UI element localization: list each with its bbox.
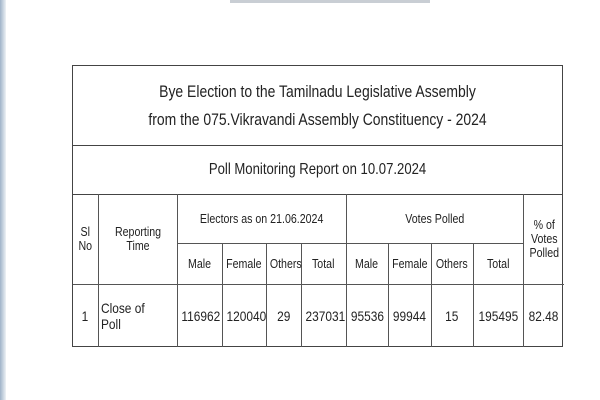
header-votes-polled: Votes Polled bbox=[346, 194, 523, 244]
cell-votes-female: 99944 bbox=[388, 285, 431, 348]
title-line-2: from the 075.Vikravandi Assembly Constituency - 2024 bbox=[148, 110, 487, 129]
cell-electors-others: 29 bbox=[266, 285, 301, 348]
scan-line bbox=[230, 0, 430, 3]
document-title bbox=[73, 66, 562, 146]
header-votes-others: Others bbox=[431, 244, 473, 285]
header-electors-others: Others bbox=[266, 244, 301, 285]
cell-electors-total: 237031 bbox=[301, 285, 346, 348]
cell-votes-others: 15 bbox=[431, 285, 473, 348]
header-electors-male: Male bbox=[177, 244, 222, 285]
cell-sl: 1 bbox=[73, 285, 98, 348]
cell-votes-total: 195495 bbox=[473, 285, 523, 348]
poll-table bbox=[73, 194, 564, 347]
cell-electors-female: 120040 bbox=[222, 285, 266, 348]
header-percent: % of Votes Polled bbox=[523, 194, 564, 285]
cell-votes-male: 95536 bbox=[346, 285, 388, 348]
title-line-1: Bye Election to the Tamilnadu Legislative Assembly bbox=[159, 82, 476, 101]
header-electors: Electors as on 21.06.2024 bbox=[177, 194, 346, 244]
header-votes-female: Female bbox=[388, 244, 431, 285]
header-votes-total: Total bbox=[473, 244, 523, 285]
report-title bbox=[73, 146, 562, 195]
header-reporting-time: Reporting Time bbox=[98, 194, 177, 285]
cell-time: Close of Poll bbox=[98, 285, 177, 348]
poll-report-document bbox=[72, 65, 563, 347]
cell-percent: 82.48 bbox=[523, 285, 564, 348]
header-electors-total: Total bbox=[301, 244, 346, 285]
scan-edge bbox=[0, 0, 6, 400]
table-row bbox=[73, 285, 564, 348]
header-sl-no: Sl No bbox=[73, 194, 98, 285]
cell-electors-male: 116962 bbox=[177, 285, 222, 348]
header-votes-male: Male bbox=[346, 244, 388, 285]
report-title-text: Poll Monitoring Report on 10.07.2024 bbox=[208, 161, 427, 178]
header-electors-female: Female bbox=[222, 244, 266, 285]
